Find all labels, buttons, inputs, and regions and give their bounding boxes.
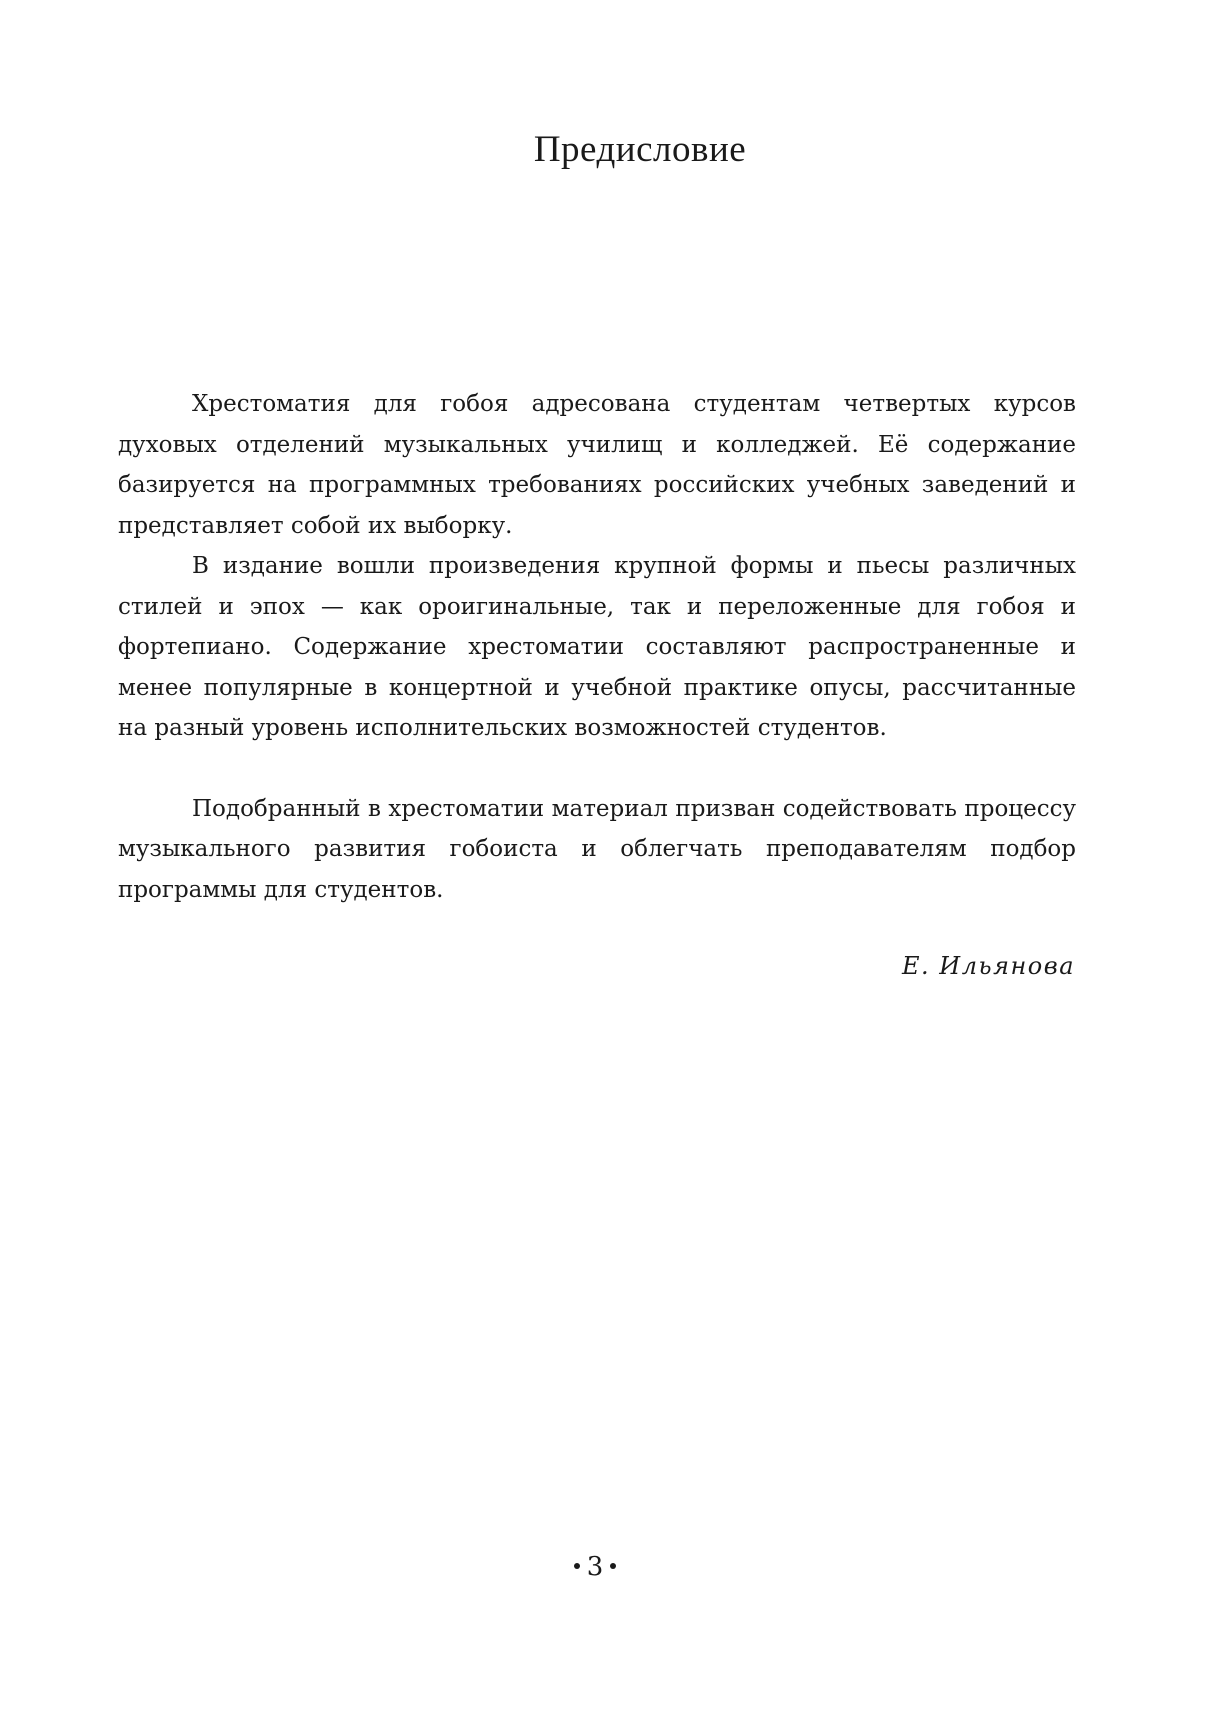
author-signature: Е. Ильянова: [902, 952, 1075, 980]
paragraph: В издание вошли произведения крупной формы и пьесы различных стилей и эпох — как ороигинальные, так и переложенные для гобоя и фортепиано. Содержание хрестоматии составляют распространенные и менее популярные в концертной и учебной практике опусы, рассчитанные на разный уровень исполнительских возможностей студентов.: [118, 553, 1076, 741]
page-title: Предисловие: [533, 129, 747, 170]
bullet-dot-icon: [574, 1563, 580, 1569]
bullet-dot-icon: [610, 1563, 616, 1569]
paragraph: Подобранный в хрестоматии материал призван содействовать процессу музыкального развития гобоиста и облегчать преподавателям подбор программы для студентов.: [118, 795, 1076, 903]
paragraph: Хрестоматия для гобоя адресована студентам четвертых курсов духовых отделений музыкальных училищ и колледжей. Её содержание базируется на программных требованиях российских учебных заведений и представляет собой их выборку.: [118, 391, 1076, 539]
page-number-value: 3: [586, 1552, 604, 1582]
preface-body: [118, 384, 1076, 910]
page-number: [0, 1552, 1190, 1582]
